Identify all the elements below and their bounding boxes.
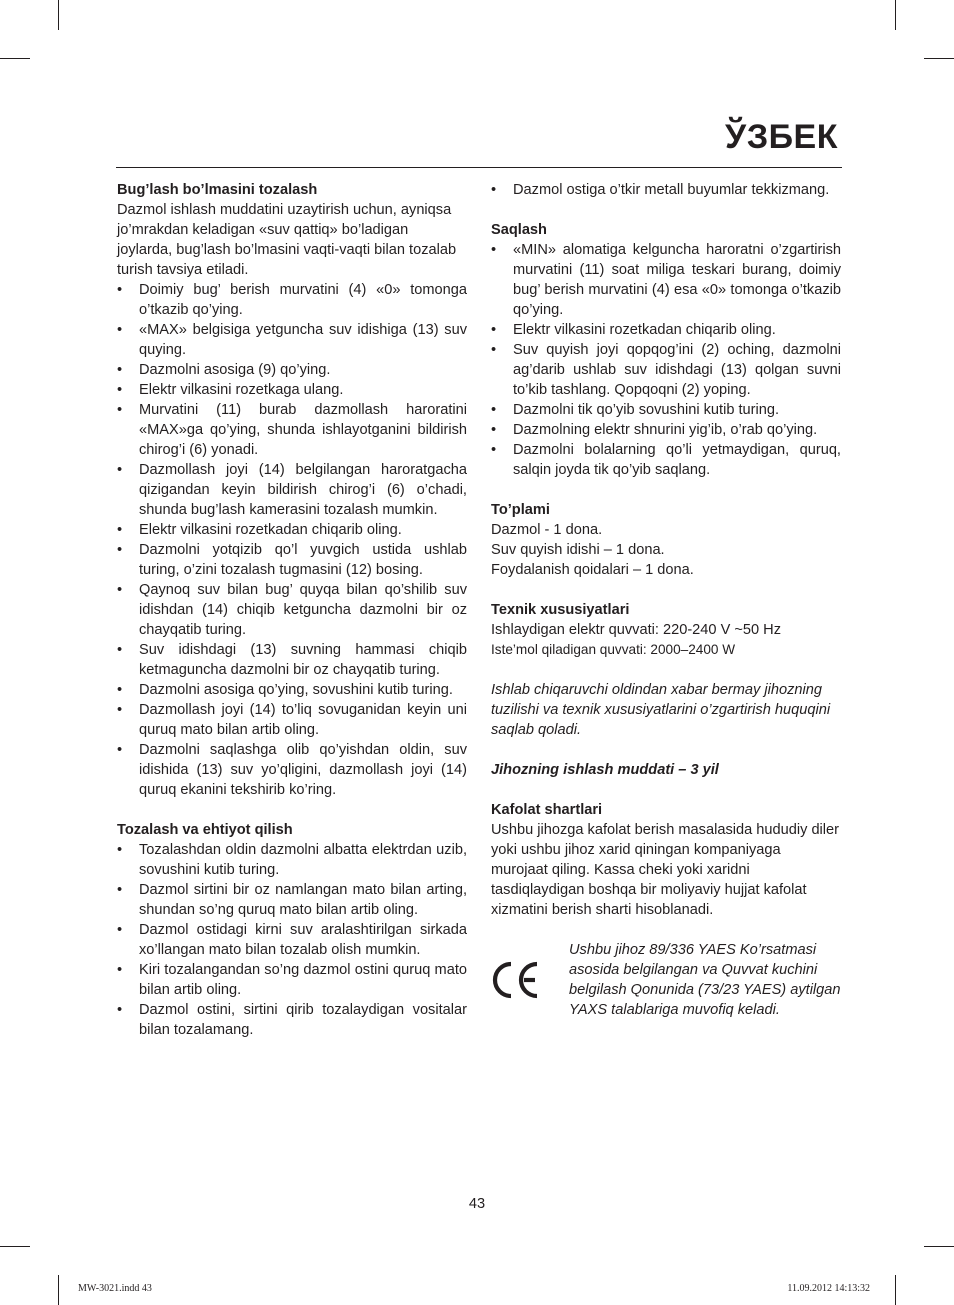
crop-mark	[924, 1246, 954, 1247]
section-title-specifications: Texnik xususiyatlari	[491, 602, 630, 618]
warranty-text: Ushbu jihozga kafolat berish masalasida hududiy diler yoki ushbu jihoz xarid qiningan kompaniyaga murojaat qiling. Kassa cheki yoki xaridni tasdiqlaydigan boshqa bir moliyaviy hujjat kafolat xizmatini berish sharti hisoblanadi.	[491, 822, 840, 918]
package-line: Suv quyish idishi – 1 dona.	[491, 542, 665, 558]
crop-mark	[0, 58, 30, 59]
list-item: • Dazmollash joyi (14) belgilangan haroratgacha qizigandan keyin bildirish chirog’i (6) o’chadi, shunda bug’lash kamerasini tozalash mumkin.	[117, 460, 467, 520]
list-item: • Dazmol ostiga o’tkir metall buyumlar tekkizmang.	[491, 180, 841, 200]
section-title-storage: Saqlash	[491, 222, 547, 238]
crop-mark	[0, 1246, 30, 1247]
list-item: • Dazmolni tik qo’yib sovushini kutib turing.	[491, 400, 841, 420]
spec-voltage: Ishlaydigan elektr quvvati: 220-240 V ~50 Hz	[491, 622, 782, 638]
section-title-steam-cleaning: Bug’lash bo’lmasini tozalash	[117, 182, 318, 198]
list-item: • Dazmolni asosiga qo’ying, sovushini kutib turing.	[117, 680, 467, 700]
list-item: • Dazmol ostini, sirtini qirib tozalaydigan vositalar bilan tozalamang.	[117, 1000, 467, 1040]
cleaning-care-list	[117, 840, 467, 1040]
section-title-warranty: Kafolat shartlari	[491, 802, 603, 818]
list-item: • Suv idishdagi (13) suvning hammasi chiqib ketmaguncha dazmolni bir oz chayqatib turing.	[117, 640, 467, 680]
list-item: • Suv quyish joyi qopqog’ini (2) oching, dazmolni ag’darib ushlab suv idishdagi (13) qolgan suvni to’kib tashlang. Qopqoqni (2) yoping.	[491, 340, 841, 400]
list-item: • «MAX» belgisiga yetguncha suv idishiga (13) suv quying.	[117, 320, 467, 360]
ce-compliance-block	[491, 940, 841, 1020]
list-item: • Dazmolning elektr shnurini yig’ib, o’rab qo’ying.	[491, 420, 841, 440]
list-item: • Elektr vilkasini rozetkadan chiqarib oling.	[117, 520, 467, 540]
section-title-package: To’plami	[491, 502, 550, 518]
service-life: Jihozning ishlash muddati – 3 yil	[491, 762, 719, 778]
list-item: • Qaynoq suv bilan bug’ quyqa bilan qo’shilib suv idishdan (14) chiqib ketguncha dazmolni bir oz chayqatib turing.	[117, 580, 467, 640]
date-slug: 11.09.2012 14:13:32	[787, 1283, 870, 1294]
list-item: • Dazmolni yotqizib qo’l yuvgich ustida ushlab turing, o’zini tozalash tugmasini (12) bosing.	[117, 540, 467, 580]
list-item: • Doimiy bug’ berish murvatini (4) «0» tomonga o’tkazib qo’ying.	[117, 280, 467, 320]
page-language-title: ЎЗБЕК	[725, 118, 838, 156]
list-item: • Murvatini (11) burab dazmollash haroratini «MAX»ga qo’ying, shunda ishlayotganini bildirish chirog’i (6) yonadi.	[117, 400, 467, 460]
crop-mark	[895, 0, 896, 30]
list-item: • Dazmolni asosiga (9) qo’ying.	[117, 360, 467, 380]
section-intro: Dazmol ishlash muddatini uzaytirish uchun, ayniqsa jo’mrakdan keladigan «suv qattiq» bo’ladigan joylarda, bug’lash bo’lmasini vaqti-vaqti bilan tozalab turish tavsiya etiladi.	[117, 202, 457, 278]
list-item: • Tozalashdan oldin dazmolni albatta elektrdan uzib, sovushini kutib turing.	[117, 840, 467, 880]
ce-mark-icon	[491, 961, 569, 999]
storage-list	[491, 240, 841, 480]
list-item: • Dazmol ostidagi kirni suv aralashtirilgan sirkada xo’llangan mato bilan tozalab olish mumkin.	[117, 920, 467, 960]
ce-compliance-text: Ushbu jihoz 89/336 YAES Ko’rsatmasi asosida belgilangan va Quvvat kuchini belgilash Qonunida (73/23 YAES) aytilgan YAXS talablariga muvofiq keladi.	[569, 942, 841, 1018]
list-item: • Dazmollash joyi (14) to’liq sovuganidan keyin uni quruq mato bilan artib oling.	[117, 700, 467, 740]
header-divider	[116, 167, 842, 168]
ce-logo	[491, 961, 541, 999]
list-item: • Kiri tozalangandan so’ng dazmol ostini quruq mato bilan artib oling.	[117, 960, 467, 1000]
crop-mark	[58, 0, 59, 30]
package-line: Foydalanish qoidalari – 1 dona.	[491, 562, 694, 578]
spec-power: Iste’mol qiladigan quvvati: 2000–2400 W	[491, 642, 736, 657]
left-column	[117, 180, 467, 1040]
package-line: Dazmol - 1 dona.	[491, 522, 603, 538]
list-item: • «MIN» alomatiga kelguncha haroratni o’zgartirish murvatini (11) soat miliga teskari burang, doimiy bug’ berish murvatini (4) esa «0» tomonga o’tkazib qo’ying.	[491, 240, 841, 320]
manufacturer-notice: Ishlab chiqaruvchi oldindan xabar bermay jihozning tuzilishi va texnik xususiyatlarini o’zgartirish huquqini saqlab qoladi.	[491, 682, 831, 738]
list-item: • Elektr vilkasini rozetkadan chiqarib oling.	[491, 320, 841, 340]
steam-cleaning-list	[117, 280, 467, 800]
right-column	[491, 180, 841, 1020]
crop-mark	[58, 1275, 59, 1305]
list-item: • Dazmolni saqlashga olib qo’yishdan oldin, suv idishida (13) suv yo’qligini, dazmollash joyi (14) quruq ekanini tekshirib ko’ring.	[117, 740, 467, 800]
crop-mark	[924, 58, 954, 59]
list-item: • Dazmolni bolalarning qo’li yetmaydigan, quruq, salqin joyda tik qo’yib saqlang.	[491, 440, 841, 480]
list-item: • Elektr vilkasini rozetkaga ulang.	[117, 380, 467, 400]
section-title-cleaning-care: Tozalash va ehtiyot qilish	[117, 822, 293, 838]
crop-mark	[895, 1275, 896, 1305]
page-number: 43	[468, 1196, 486, 1212]
file-slug: MW-3021.indd 43	[78, 1283, 152, 1294]
care-list-continued	[491, 180, 841, 200]
list-item: • Dazmol sirtini bir oz namlangan mato bilan arting, shundan so’ng quruq mato bilan artib oling.	[117, 880, 467, 920]
